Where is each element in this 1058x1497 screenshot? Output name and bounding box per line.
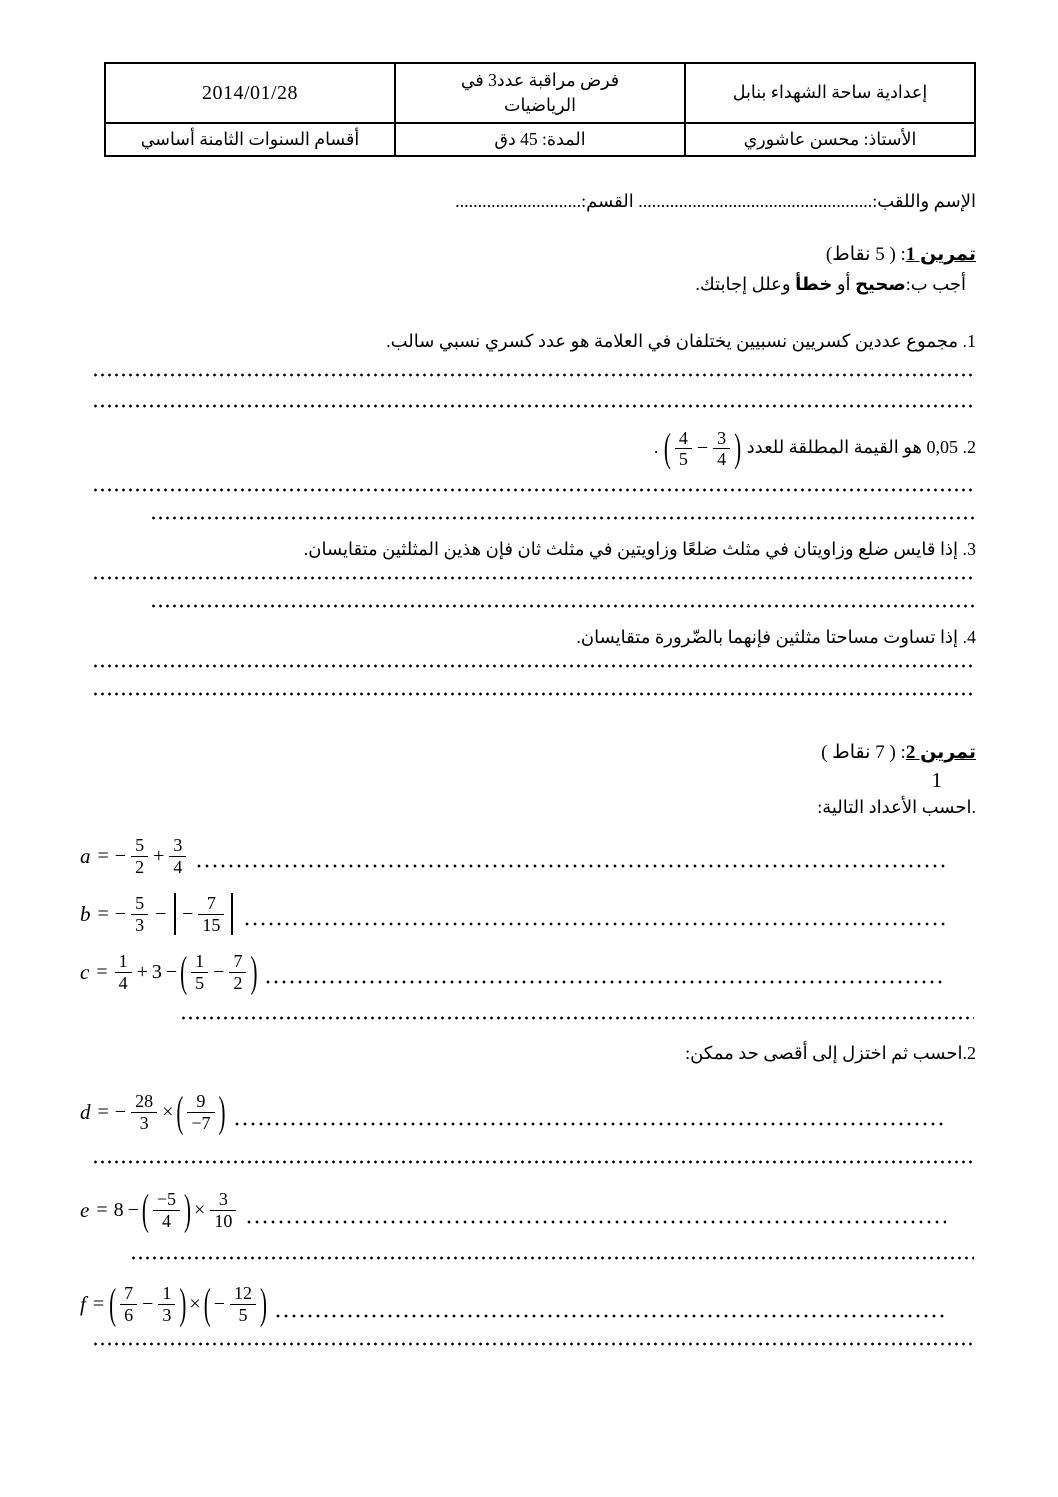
dotted-leader — [245, 1219, 946, 1225]
answer-dotted-line — [92, 663, 974, 669]
fraction: $\frac{4}{5}$ — [675, 428, 692, 470]
variable-c: c — [80, 959, 90, 984]
variable-d: d — [80, 1099, 91, 1124]
formula-c-row — [80, 943, 976, 1001]
left-paren: ( — [141, 1184, 149, 1234]
equals-sign: = — [96, 1198, 108, 1221]
equals-sign: = — [92, 1292, 105, 1315]
name-fill-dots: .................................................... — [638, 191, 873, 211]
school-name: إعدادية ساحة الشهداء بنابل — [732, 82, 928, 103]
dotted-leader — [264, 979, 946, 985]
question-2-text: 2. 0,05 هو القيمة المطلقة للعدد — [742, 437, 976, 457]
word-false: خطأ — [795, 274, 833, 294]
minus-sign: − — [213, 1292, 225, 1315]
dotted-leader — [243, 921, 946, 927]
absolute-value-group — [170, 893, 237, 935]
fraction: $\frac{5}{2}$ — [131, 835, 148, 877]
exam-title-line1: فرض مراقبة عدد3 في — [460, 69, 620, 90]
header-table — [104, 62, 976, 157]
minus-sign: − — [114, 1100, 127, 1123]
minus-sign: − — [155, 902, 167, 925]
formula-b — [80, 893, 237, 935]
variable-e: e — [80, 1197, 90, 1222]
word-true: صحيح — [855, 274, 906, 294]
minus-sign: − — [182, 902, 194, 925]
answer-dotted-line — [180, 1015, 974, 1021]
fraction: $\frac{9}{-7}$ — [187, 1091, 214, 1133]
equals-sign: = — [97, 1100, 109, 1123]
fraction: $\frac{3}{10}$ — [210, 1189, 236, 1231]
minus-sign: − — [142, 1292, 154, 1315]
minus-sign: − — [165, 960, 178, 983]
variable-a: a — [80, 843, 91, 868]
part2-label: 2.احسب ثم اختزل إلى أقصى حد ممكن: — [685, 1043, 976, 1063]
exam-date: 2014/01/28 — [201, 81, 299, 104]
minus-sign: − — [114, 902, 127, 925]
identity-line — [80, 187, 976, 215]
duration-cell — [395, 123, 685, 156]
formula-b-row — [80, 885, 976, 943]
instruction-or: أو — [832, 274, 856, 294]
right-paren: ) — [218, 1086, 226, 1136]
formula-d — [80, 1086, 227, 1136]
class-level: أقسام السنوات الثامنة أساسي — [140, 128, 360, 149]
question-2-expression — [663, 425, 742, 471]
fraction: $\frac{1}{4}$ — [115, 951, 132, 993]
fraction: $\frac{7}{2}$ — [229, 951, 246, 993]
number-8: 8 — [113, 1198, 124, 1221]
right-paren: ) — [259, 1278, 267, 1328]
fraction: $\frac{3}{4}$ — [169, 835, 186, 877]
date-cell — [105, 63, 395, 123]
question-3: 3. إذا قايس ضلع وزاويتان في مثلث ضلعًا وزاويتين في مثلث ثان فإن هذين المثلثين متقايسان. — [303, 539, 976, 559]
exercise2-title-text: تمرين 2 — [905, 742, 976, 763]
fraction: $\frac{12}{5}$ — [230, 1283, 256, 1325]
school-cell — [685, 63, 975, 123]
teacher-cell — [685, 123, 975, 156]
exercise2-points: : ( 7 نقاط ) — [821, 742, 906, 763]
answer-dotted-line — [150, 603, 974, 609]
fraction: $\frac{3}{4}$ — [713, 428, 730, 470]
fraction: $\frac{7}{15}$ — [198, 893, 224, 935]
equals-sign: = — [97, 844, 109, 867]
formula-a — [80, 835, 189, 877]
right-paren: ) — [184, 1184, 192, 1234]
dotted-leader — [233, 1121, 947, 1127]
exercise1-title-text: تمرين 1 — [905, 244, 976, 265]
header-row-1 — [105, 63, 975, 123]
left-paren: ( — [663, 425, 671, 471]
answer-dotted-line — [92, 575, 974, 581]
formula-c — [80, 946, 258, 996]
exam-title-line2: الرياضيات — [504, 95, 576, 115]
fraction: $\frac{1}{3}$ — [158, 1283, 175, 1325]
formula-e-row — [80, 1179, 976, 1241]
fraction: $\frac{7}{6}$ — [120, 1283, 137, 1325]
minus-sign: − — [696, 437, 709, 460]
formula-d-row — [80, 1081, 976, 1143]
answer-dotted-line — [92, 372, 974, 378]
question-2 — [80, 419, 976, 475]
left-paren: ( — [176, 1086, 184, 1136]
exercise1-instruction — [80, 269, 976, 299]
times-sign: × — [189, 1292, 201, 1315]
header-row-2 — [105, 123, 975, 156]
classes-cell — [105, 123, 395, 156]
question-2-period: . — [653, 437, 663, 457]
answer-dotted-line — [92, 691, 974, 697]
fraction: $\frac{1}{5}$ — [191, 951, 208, 993]
times-sign: × — [162, 1100, 174, 1123]
exercise1-points: : ( 5 نقاط) — [825, 244, 906, 265]
dotted-leader — [274, 1313, 946, 1319]
abs-bar — [231, 893, 233, 935]
instruction-prefix: أجب ب: — [905, 274, 966, 294]
right-paren: ) — [250, 946, 258, 996]
left-paren: ( — [180, 946, 188, 996]
plus-sign: + — [136, 960, 148, 983]
instruction-suffix: وعلل إجابتك. — [695, 274, 796, 294]
question-1: 1. مجموع عددين كسريين نسبيين يختلفان في العلامة هو عدد كسري نسبي سالب. — [386, 331, 976, 351]
variable-b: b — [80, 901, 91, 926]
minus-sign: − — [213, 960, 225, 983]
formula-a-row — [80, 827, 976, 885]
fraction: $\frac{5}{3}$ — [131, 893, 148, 935]
dotted-leader — [195, 863, 946, 869]
exercise2-title — [80, 739, 976, 767]
answer-dotted-line — [130, 1255, 974, 1261]
minus-sign: − — [114, 844, 127, 867]
class-label: القسم: — [581, 191, 639, 211]
exam-duration: المدة: 45 دق — [494, 128, 586, 149]
abs-bar — [174, 893, 176, 935]
right-paren: ) — [734, 425, 742, 471]
part1-number: 1 — [931, 768, 942, 792]
left-paren: ( — [109, 1278, 117, 1328]
name-label: الإسم واللقب: — [872, 191, 976, 211]
plus-sign: + — [153, 844, 165, 867]
part1-label: .احسب الأعداد التالية: — [817, 797, 976, 817]
question-4: 4. إذا تساوت مساحتا مثلثين فإنهما بالضّرورة متقايسان. — [576, 627, 976, 647]
answer-dotted-line — [150, 515, 974, 521]
left-paren: ( — [203, 1278, 211, 1328]
formula-f-row — [80, 1273, 976, 1335]
exercise1-title — [80, 241, 976, 269]
answer-dotted-line — [92, 1341, 974, 1347]
number-3: 3 — [151, 960, 162, 983]
equals-sign: = — [97, 902, 109, 925]
formula-e — [80, 1184, 239, 1234]
fraction: $\frac{-5}{4}$ — [153, 1189, 180, 1231]
answer-dotted-line — [92, 1159, 974, 1165]
answer-dotted-line — [92, 403, 974, 409]
minus-sign: − — [127, 1198, 139, 1221]
right-paren: ) — [179, 1278, 187, 1328]
fraction: $\frac{28}{3}$ — [131, 1091, 157, 1133]
answer-dotted-line — [92, 487, 974, 493]
formula-f — [80, 1278, 268, 1328]
teacher-name: الأستاذ: محسن عاشوري — [743, 128, 917, 149]
variable-f: f — [80, 1291, 86, 1316]
exam-title-cell — [395, 63, 685, 123]
equals-sign: = — [96, 960, 108, 983]
times-sign: × — [194, 1198, 206, 1221]
class-fill-dots: ............................ — [455, 191, 582, 211]
